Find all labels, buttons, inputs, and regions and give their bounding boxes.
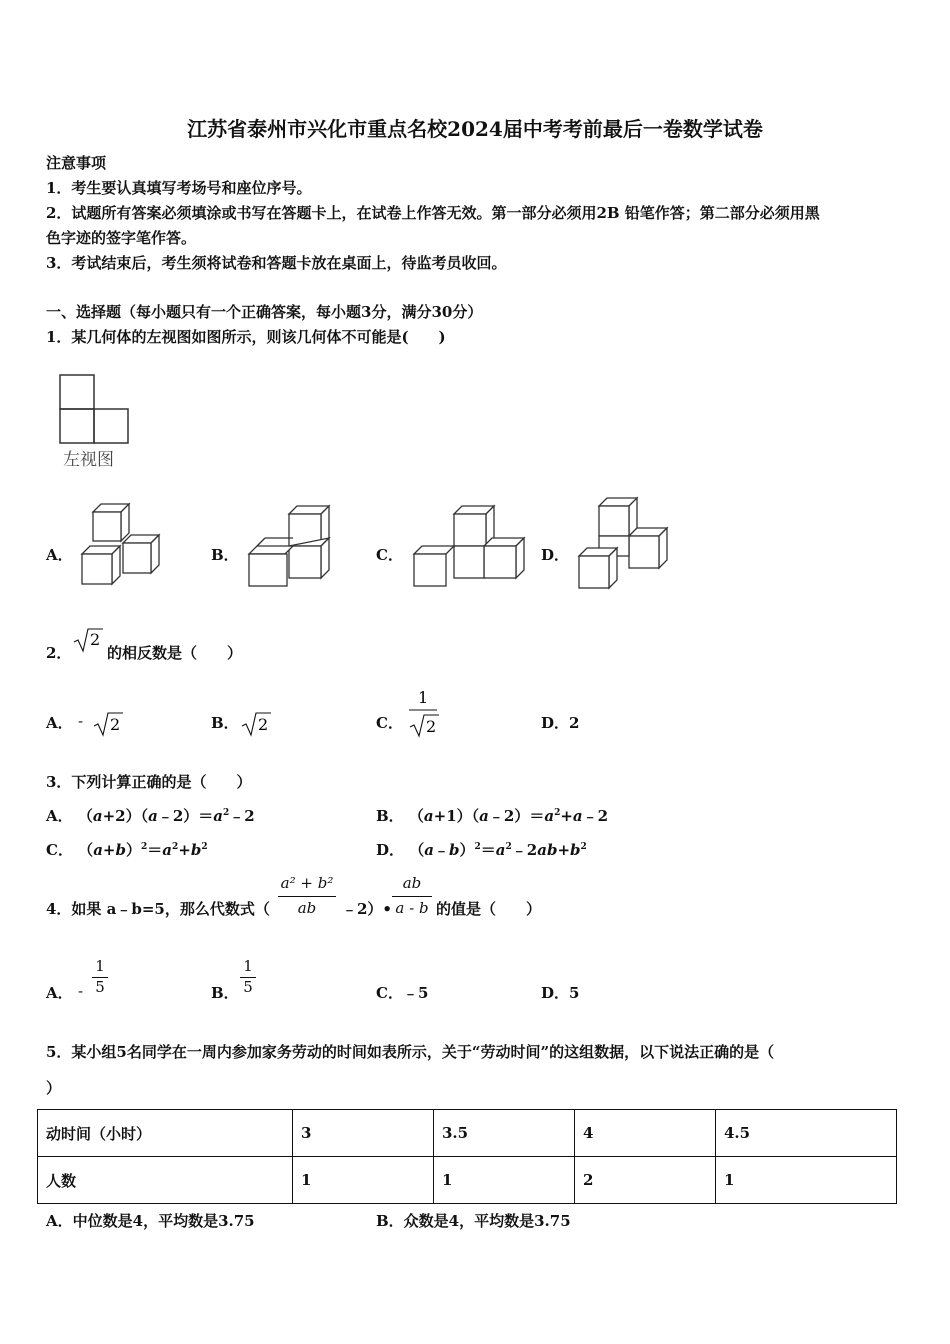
q1-option-c-figure [408,500,533,590]
svg-text:2: 2 [110,715,121,734]
q2-sqrt2 [72,624,104,654]
q1-left-view-figure [55,372,135,472]
q4-fraction-1: a² + b² ab [278,874,336,917]
q5-option-a: A．中位数是4，平均数是3.75 [46,1212,255,1230]
table-cell: 4.5 [716,1110,897,1157]
q1-stem: 1．某几何体的左视图如图所示，则该几何体不可能是( ) [46,328,446,346]
q2-option-b-sqrt [240,708,272,738]
notes-item-2-cont: 色字迹的签字笔作答。 [46,229,197,247]
q2-option-a-sqrt [92,708,124,738]
notes-item-1: 1．考生要认真填写考场号和座位序号。 [46,179,312,197]
table-cell: 3 [293,1110,434,1157]
table-cell: 2 [575,1157,716,1204]
q4-option-a-sign: - [78,982,84,1000]
notes-item-3: 3．考试结束后，考生须将试卷和答题卡放在桌面上，待监考员收回。 [46,254,507,272]
q2-option-c-fraction [405,684,445,740]
q1-option-a-figure [78,500,168,590]
q2-option-b-label: B． [211,714,239,732]
q4-option-a-fraction: 1 5 [92,957,108,996]
q4-fraction-2: ab a - b [392,874,432,917]
q5-data-table [37,1109,897,1204]
q2-option-c-label: C． [376,714,403,732]
notes-heading: 注意事项 [46,154,107,172]
table-cell: 4 [575,1110,716,1157]
q1-left-view-label: 左视图 [63,450,114,470]
table-cell: 1 [434,1157,575,1204]
q2-option-d: D．2 [541,714,580,732]
svg-text:2: 2 [258,715,269,734]
q3-option-b: B． $(a+1)(a﹣2)=a^2+a﹣2$ [376,807,609,825]
q4-option-a-label: A． [46,984,73,1002]
page-title: 江苏省泰州市兴化市重点名校2024届中考考前最后一卷数学试卷 [187,117,763,141]
q2-stem-tail: 的相反数是（ ） [107,644,243,662]
notes-item-2: 2．试题所有答案必须填涂或书写在答题卡上，在试卷上作答无效。第一部分必须用2B 铅笔作答；第二部分必须用黑 [46,204,820,222]
svg-text:2: 2 [90,630,101,649]
q2-option-a-sign: - [78,712,84,730]
q1-option-b-label: B． [211,546,239,564]
table-row [38,1110,897,1157]
table-cell: 人数 [38,1157,293,1204]
svg-text:1: 1 [418,688,429,707]
table-cell: 1 [293,1157,434,1204]
q1-option-d-label: D． [541,546,570,564]
q5-stem-end: ） [46,1079,62,1097]
q4-option-c: C．﹣5 [376,984,429,1002]
table-row [38,1157,897,1204]
q4-stem-tail: 的值是（ ） [436,900,542,918]
q3-option-c: C． $(a+b)^2=a^2+b^2$ [46,841,208,859]
q2-option-a-label: A． [46,714,73,732]
q3-option-a: A． $(a+2)(a﹣2)=a^2﹣2$ [46,807,255,825]
svg-text:2: 2 [426,717,437,736]
table-cell: 3.5 [434,1110,575,1157]
q3-stem: 3．下列计算正确的是（ ） [46,773,252,791]
q4-option-d: D．5 [541,984,580,1002]
q4-option-b-label: B． [211,984,239,1002]
q4-middle: ﹣2）• [342,900,393,918]
table-cell: 1 [716,1157,897,1204]
q1-option-c-label: C． [376,546,403,564]
q1-option-a-label: A． [46,546,73,564]
q1-option-d-figure [573,492,673,592]
table-cell: 动时间（小时） [38,1110,293,1157]
q5-option-b: B．众数是4，平均数是3.75 [376,1212,571,1230]
q2-number: 2． [46,644,72,662]
q1-option-b-figure [243,500,338,590]
section-heading: 一、选择题（每小题只有一个正确答案，每小题3分，满分30分） [46,303,483,321]
q3-option-d: D． $(a﹣b)^2=a^2﹣2ab+b^2$ [376,841,587,859]
q4-stem-head: 4．如果 a﹣b=5，那么代数式（ [46,900,270,918]
q4-option-b-fraction: 1 5 [240,957,256,996]
q5-stem: 5．某小组5名同学在一周内参加家务劳动的时间如表所示，关于“劳动时间”的这组数据，以下说法正确的是（ [46,1043,775,1061]
